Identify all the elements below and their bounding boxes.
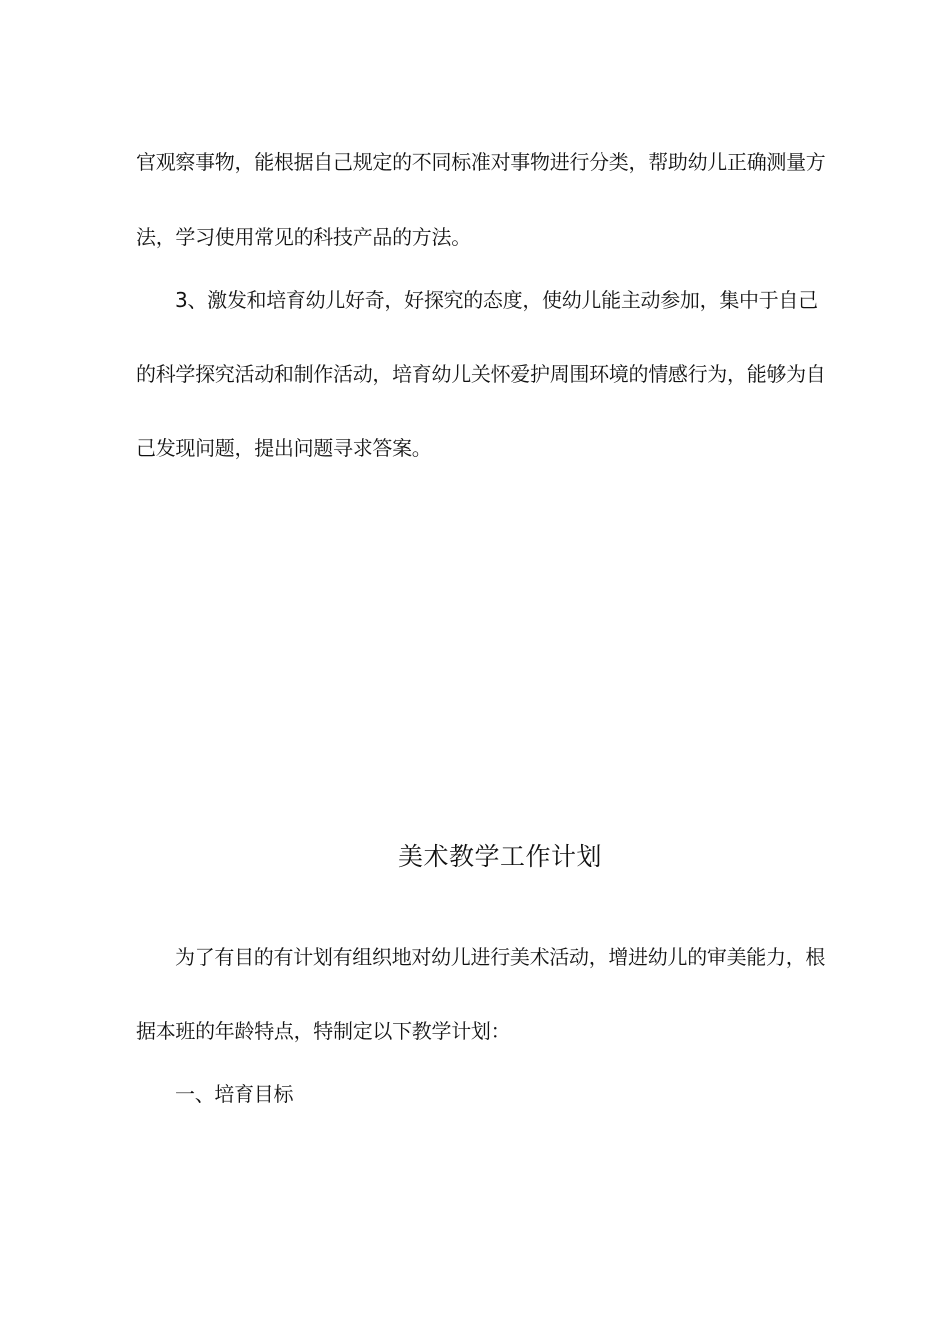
paragraph-line: 为了有目的有计划有组织地对幼儿进行美术活动，增进幼儿的审美能力，根 (175, 945, 826, 969)
section-heading: 一、培育目标 (175, 1082, 294, 1106)
paragraph-line: 法，学习使用常见的科技产品的方法。 (136, 225, 471, 249)
paragraph-line: 官观察事物，能根据自己规定的不同标准对事物进行分类，帮助幼儿正确测量方 (136, 150, 826, 174)
paragraph-line: 据本班的年龄特点，特制定以下教学计划： (136, 1019, 511, 1043)
paragraph-line: 3、激发和培育幼儿好奇，好探究的态度，使幼儿能主动参加，集中于自己 (175, 288, 818, 312)
page-title: 美术教学工作计划 (397, 842, 602, 871)
paragraph-line: 的科学探究活动和制作活动，培育幼儿关怀爱护周围环境的情感行为，能够为自 (136, 362, 826, 386)
paragraph-line: 己发现问题，提出问题寻求答案。 (136, 436, 432, 460)
